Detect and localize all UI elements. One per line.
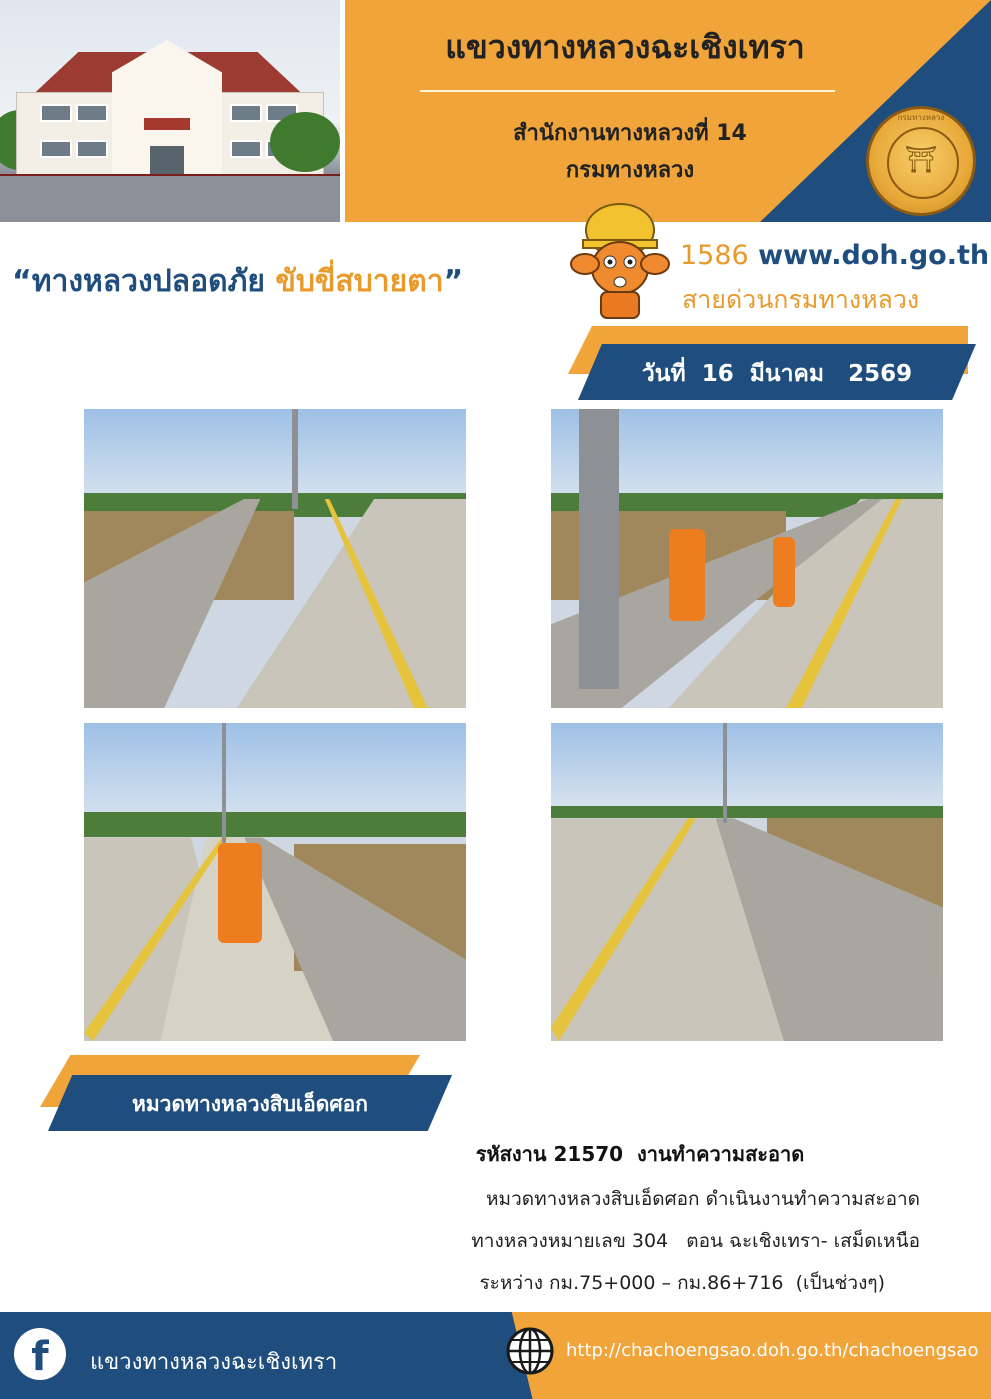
facebook-icon[interactable]: f [14,1328,66,1380]
description-line-2: ทางหลวงหมายเลข 304 ตอน ฉะเชิงเทรา- เสม็ดเหนือ [471,1230,920,1252]
building-sign [144,118,190,130]
description-line-1: หมวดทางหลวงสิบเอ็ดศอก ดำเนินงานทำความสะอาด [486,1188,920,1210]
website-link[interactable]: http://chachoengsao.doh.go.th/chachoengsao [566,1340,979,1361]
description-line-3: ระหว่าง กม.75+000 – กม.86+716 (เป็นช่วงๆ) [479,1272,885,1294]
report-date: วันที่ 16 มีนาคม 2569 [641,361,913,387]
work-code: รหัสงาน 21570 งานทำความสะอาด [475,1142,805,1166]
office-name: สำนักงานทางหลวงที่ 14 [513,121,747,146]
work-photo-1 [84,409,466,708]
mascot-icon [565,192,675,322]
work-photo-3 [84,723,466,1041]
hotline-label: สายด่วนกรมทางหลวง [682,285,920,314]
unit-name: หมวดทางหลวงสิบเอ็ดศอก [132,1092,368,1116]
work-photo-2 [551,409,943,708]
slogan: “ทางหลวงปลอดภัย ขับขี่สบายตา” [12,264,464,299]
globe-icon [505,1326,555,1376]
work-photo-4 [551,723,943,1041]
hotline-website: 1586 www.doh.go.th [680,240,990,271]
facebook-page-name[interactable]: แขวงทางหลวงฉะเชิงเทรา [90,1350,338,1375]
office-building-photo [0,0,340,222]
district-title: แขวงทางหลวงฉะเชิงเทรา [445,28,805,66]
department-name: กรมทางหลวง [565,158,695,183]
department-emblem-icon: กรมทางหลวง ⛩ [866,106,976,216]
header-divider [420,90,835,92]
